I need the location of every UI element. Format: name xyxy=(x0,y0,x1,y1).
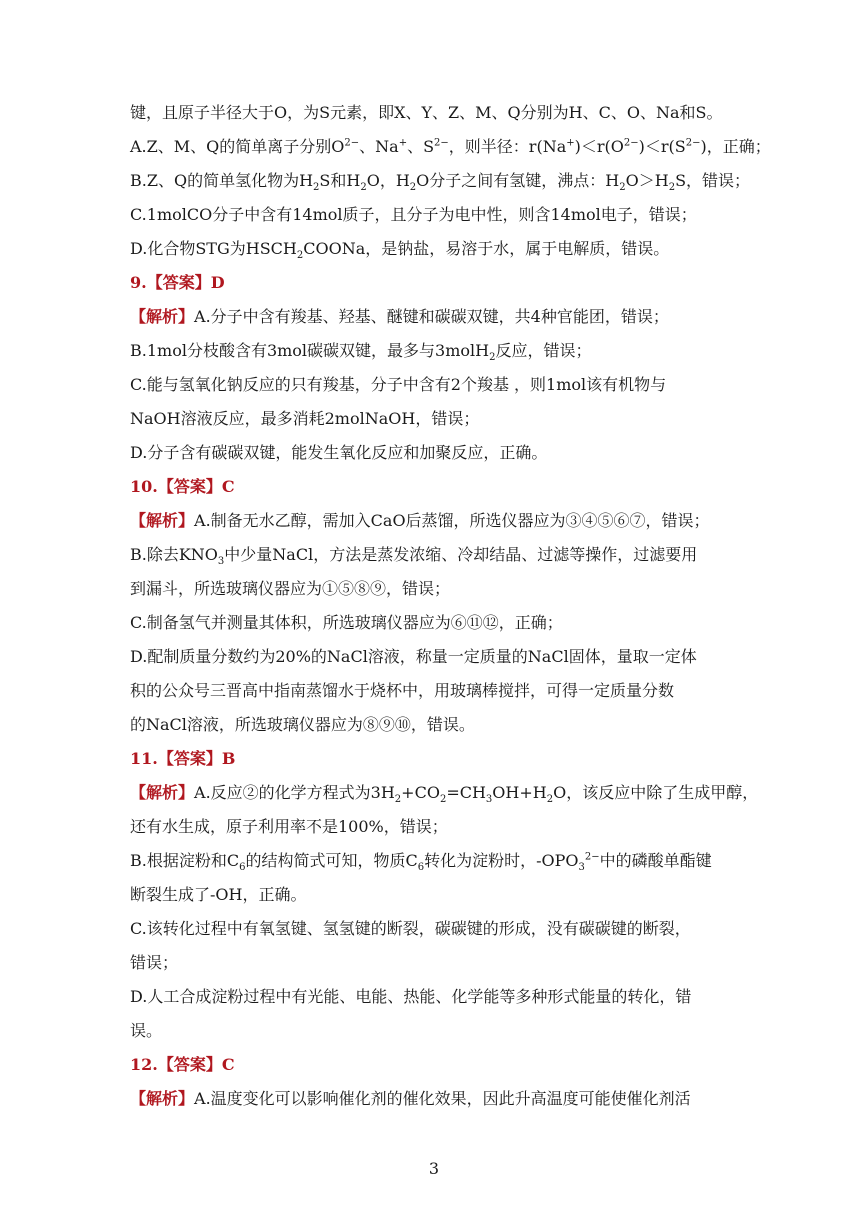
answer-label: 【解析】 xyxy=(130,1089,195,1108)
superscript: 2− xyxy=(584,851,600,863)
text-segment: O，H xyxy=(366,171,410,190)
subscript: 6 xyxy=(417,862,425,874)
subscript: 2 xyxy=(313,182,320,194)
text-line xyxy=(130,204,740,226)
text-segment: 断裂生成了-OH，正确。 xyxy=(130,885,307,904)
text-segment: D.分子含有碳碳双键，能发生氧化反应和加聚反应，正确。 xyxy=(130,443,548,462)
text-segment: C.1molCO分子中含有14mol质子，且分子为电中性，则含14mol电子，错误； xyxy=(130,205,697,224)
text-segment: A.温度变化可以影响催化剂的催化效果，因此升高温度可能使催化剂活 xyxy=(194,1089,691,1108)
text-segment: ，则半径：r(Na xyxy=(448,137,567,156)
text-segment: 、Na xyxy=(359,137,399,156)
text-segment: 转化为淀粉时，-OPO xyxy=(424,851,579,870)
text-segment: C.能与氢氧化钠反应的只有羧基，分子中含有2个羧基 ，则1mol该有机物与 xyxy=(130,375,667,394)
text-line xyxy=(130,102,740,124)
subscript: 6 xyxy=(239,862,246,874)
answer-label: 10. xyxy=(130,477,158,496)
text-segment: O分子之间有氢键，沸点：H xyxy=(416,171,620,190)
text-segment: S和H xyxy=(319,171,361,190)
text-segment: D.配制质量分数约为20%的NaCl溶液，称量一定质量的NaCl固体，量取一定体 xyxy=(130,647,697,666)
text-segment: 的结构简式可知，物质C xyxy=(245,851,418,870)
text-line xyxy=(130,544,740,566)
text-segment: )，正确； xyxy=(700,137,771,156)
text-segment: 中的磷酸单酯键 xyxy=(599,851,712,870)
subscript: 3 xyxy=(485,794,493,806)
text-line xyxy=(130,782,759,806)
text-segment: A.制备无水乙醇，需加入CaO后蒸馏，所选仪器应为③④⑤⑥⑦，错误； xyxy=(194,511,710,530)
subscript: 2 xyxy=(360,182,367,194)
text-line xyxy=(130,408,740,430)
text-segment: 、S xyxy=(407,137,435,156)
text-segment: 误。 xyxy=(130,1021,163,1040)
answer-label: 12. xyxy=(130,1055,158,1074)
subscript: 2 xyxy=(439,794,447,806)
superscript: + xyxy=(398,137,408,149)
answer-label: 【答案】B xyxy=(157,749,236,768)
superscript: + xyxy=(566,137,575,149)
text-line xyxy=(130,1054,740,1076)
answer-label: 【答案】C xyxy=(157,1055,235,1074)
text-line xyxy=(130,646,740,668)
text-line xyxy=(130,918,740,940)
subscript: 2 xyxy=(668,182,676,194)
text-line xyxy=(130,374,740,396)
text-line xyxy=(130,272,740,294)
text-line xyxy=(130,612,740,634)
text-segment: +CO xyxy=(401,783,440,802)
text-segment: A.Z、M、Q的简单离子分别O xyxy=(130,137,345,156)
superscript: 2− xyxy=(344,137,360,149)
text-segment: C.制备氢气并测量其体积，所选玻璃仪器应为⑥⑪⑫，正确； xyxy=(130,613,563,632)
text-line xyxy=(130,816,740,838)
text-segment: 中少量NaCl，方法是蒸发浓缩、冷却结晶、过滤等操作，过滤要用 xyxy=(224,545,698,564)
text-segment: =CH xyxy=(446,783,486,802)
text-line xyxy=(130,884,740,906)
text-segment: B.1mol分枝酸含有3mol碳碳双键，最多与3molH xyxy=(130,341,490,360)
text-segment: 到漏斗，所选玻璃仪器应为①⑤⑧⑨，错误； xyxy=(130,579,451,598)
text-line xyxy=(130,340,740,362)
answer-label: 【解析】 xyxy=(130,783,195,802)
text-segment: 键，且原子半径大于O，为S元素，即X、Y、Z、M、Q分别为H、C、O、Na和S。 xyxy=(130,103,723,122)
subscript: 2 xyxy=(296,250,304,262)
answer-label: 【答案】D xyxy=(146,273,225,292)
text-line xyxy=(130,850,740,872)
text-line xyxy=(130,476,740,498)
text-segment: OH+H xyxy=(492,783,547,802)
subscript: 2 xyxy=(546,794,554,806)
text-line xyxy=(130,306,740,328)
subscript: 2 xyxy=(489,352,496,364)
page-number: 3 xyxy=(428,1159,440,1178)
subscript: 2 xyxy=(394,794,402,806)
subscript: 3 xyxy=(578,862,585,874)
subscript: 2 xyxy=(619,182,626,194)
document-body xyxy=(130,102,771,1122)
superscript: 2− xyxy=(434,137,449,149)
superscript: 2− xyxy=(685,137,701,149)
text-segment: D.化合物STG为HSCH xyxy=(130,239,297,258)
text-segment: A.分子中含有羧基、羟基、醚键和碳碳双键，共4种官能团，错误； xyxy=(194,307,669,326)
text-line xyxy=(130,136,771,158)
text-segment: D.人工合成淀粉过程中有光能、电能、热能、化学能等多种形式能量的转化，错 xyxy=(130,987,692,1006)
subscript: 3 xyxy=(217,556,225,568)
text-line xyxy=(130,170,751,194)
text-segment: B.Z、Q的简单氢化物为H xyxy=(130,171,314,190)
answer-label: 11. xyxy=(130,749,158,768)
text-line xyxy=(130,952,740,974)
answer-label: 【解析】 xyxy=(130,307,195,326)
text-line xyxy=(130,714,740,736)
text-segment: B.除去KNO xyxy=(130,545,218,564)
text-segment: O＞H xyxy=(625,171,669,190)
text-line xyxy=(130,442,740,464)
text-segment: NaOH溶液反应，最多消耗2molNaOH，错误； xyxy=(130,409,480,428)
text-segment: O，该反应中除了生成甲醇， xyxy=(553,783,759,802)
text-segment: 错误； xyxy=(130,953,179,972)
answer-label: 【答案】C xyxy=(157,477,235,496)
text-segment: 的NaCl溶液，所选玻璃仪器应为⑧⑨⑩，错误。 xyxy=(130,715,475,734)
text-line xyxy=(130,986,740,1008)
text-segment: S，错误； xyxy=(675,171,751,190)
text-segment: 还有水生成，原子利用率不是100%，错误； xyxy=(130,817,448,836)
subscript: 2 xyxy=(409,182,417,194)
text-line xyxy=(130,748,740,770)
text-line xyxy=(130,1088,740,1110)
text-segment: 反应，错误； xyxy=(495,341,592,360)
text-segment: 积的公众号三晋高中指南蒸馏水于烧杯中，用玻璃棒搅拌，可得一定质量分数 xyxy=(130,681,675,700)
answer-label: 【解析】 xyxy=(130,511,195,530)
superscript: 2− xyxy=(623,137,639,149)
text-segment: C.该转化过程中有氧氢键、氢氢键的断裂，碳碳键的形成，没有碳碳键的断裂， xyxy=(130,919,691,938)
text-segment: A.反应②的化学方程式为3H xyxy=(194,783,395,802)
answer-label: 9. xyxy=(130,273,147,292)
text-line xyxy=(130,510,740,532)
text-line xyxy=(130,238,740,260)
text-line xyxy=(130,1020,740,1042)
text-segment: )＜r(S xyxy=(638,137,686,156)
text-segment: B.根据淀粉和C xyxy=(130,851,240,870)
text-segment: COONa，是钠盐，易溶于水，属于电解质，错误。 xyxy=(303,239,670,258)
text-line xyxy=(130,578,740,600)
text-segment: )＜r(O xyxy=(574,137,624,156)
text-line xyxy=(130,680,740,702)
